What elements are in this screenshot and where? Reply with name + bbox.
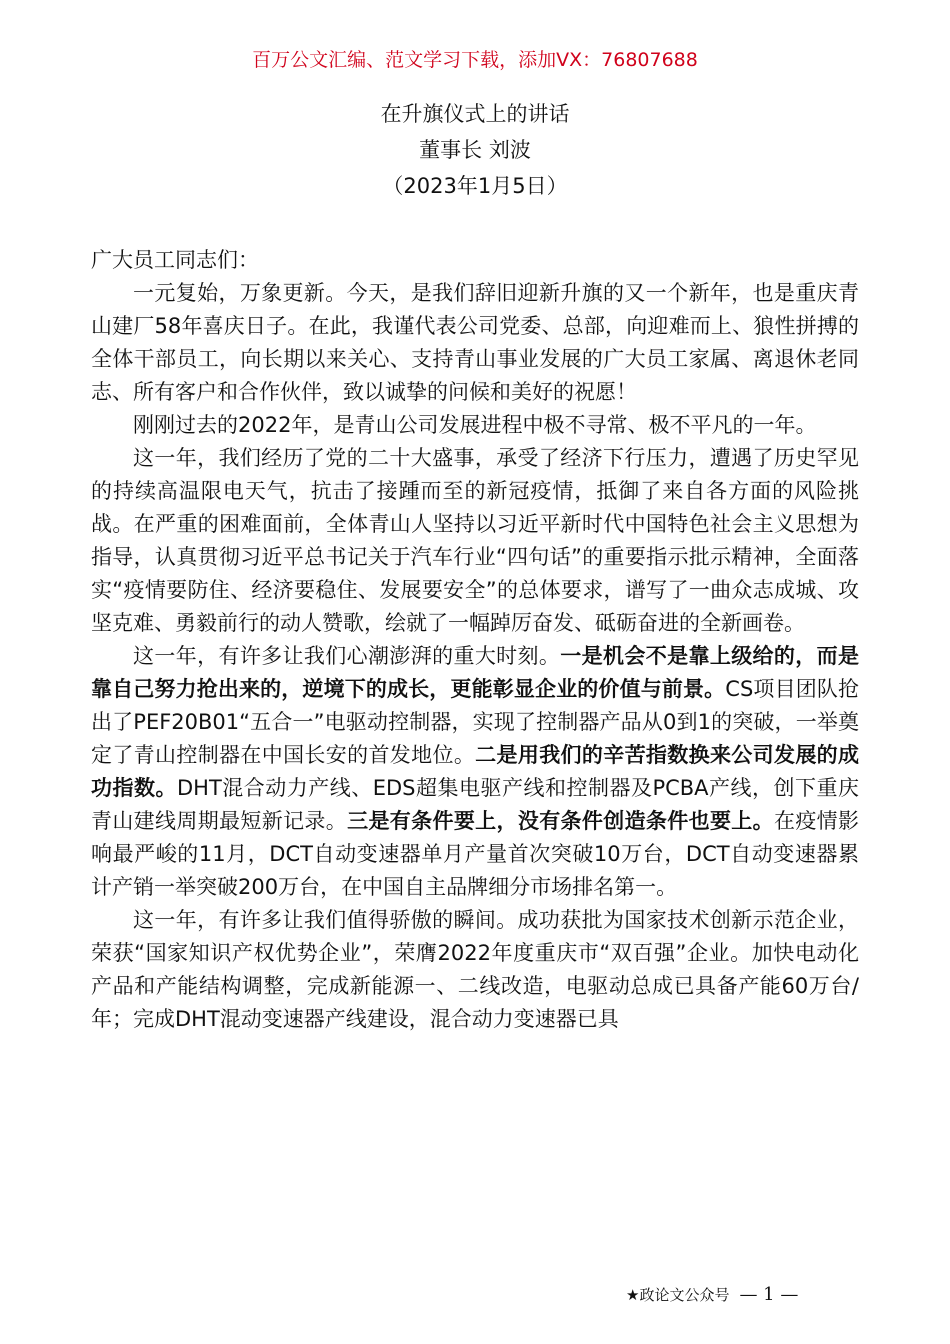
paragraph-4-bold-3: 三是有条件要上，没有条件创造条件也要上。 <box>347 809 774 833</box>
speaker-line: 董事长 刘波 <box>419 138 531 162</box>
paragraph-4 <box>91 640 859 904</box>
paragraph-4-bold-1: 一是机会不是靠上级给的，而是靠自己努力抢出来的，逆境下的成长，更能彰显企业的价值与前景。 <box>91 644 860 701</box>
paragraph-1: 一元复始，万象更新。今天，是我们辞旧迎新升旗的又一个新年，也是重庆青山建厂58年喜庆日子。在此，我谨代表公司党委、总部，向迎难而上、狼性拼搏的全体干部员工，向长期以来关心、支持青山事业发展的广大员工家属、离退休老同志、所有客户和合作伙伴，致以诚挚的问候和美好的祝愿！ <box>91 281 859 404</box>
paragraph-2: 刚刚过去的2022年，是青山公司发展进程中极不寻常、极不平凡的一年。 <box>133 413 817 437</box>
paragraph-4-text-4: 在疫情影响最严峻的11月，DCT自动变速器单月产量首次突破10万台，DCT自动变速器累计产销一举突破200万台，在中国自主品牌细分市场排名第一。 <box>91 809 860 899</box>
salutation: 广大员工同志们： <box>91 248 259 272</box>
paragraph-4-bold-2: 二是用我们的辛苦指数换来公司发展的成功指数。 <box>91 743 859 800</box>
speech-body <box>91 244 859 1036</box>
paragraph-5: 这一年，有许多让我们值得骄傲的瞬间。成功获批为国家技术创新示范企业，荣获“国家知识产权优势企业”，荣膺2022年度重庆市“双百强”企业。加快电动化产品和产能结构调整，完成新能源一、二线改造，电驱动总成已具备产能60万台/年；完成DHT混动变速器产线建设，混合动力变速器已具 <box>91 908 859 1031</box>
paragraph-3: 这一年，我们经历了党的二十大盛事，承受了经济下行压力，遭遇了历史罕见的持续高温限电天气，抗击了接踵而至的新冠疫情，抵御了来自各方面的风险挑战。在严重的困难面前，全体青山人坚持以习近平新时代中国特色社会主义思想为指导，认真贯彻习近平总书记关于汽车行业“四句话”的重要指示批示精神，全面落实“疫情要防住、经济要稳住、发展要安全”的总体要求，谱写了一曲众志成城、攻坚克难、勇毅前行的动人赞歌，绘就了一幅踔厉奋发、砥砺奋进的全新画卷。 <box>91 446 859 635</box>
document-title: 在升旗仪式上的讲话 <box>380 102 570 126</box>
paragraph-4-text-3: DHT混合动力产线、EDS超集电驱产线和控制器及PCBA产线，创下重庆青山建线周期最短新记录。 <box>91 776 860 833</box>
download-banner: 百万公文汇编、范文学习下载，添加VX：76807688 <box>252 49 698 71</box>
paragraph-4-text-1: 这一年，有许多让我们心潮澎湃的重大时刻。 <box>133 644 561 668</box>
paragraph-4-text-2: CS项目团队抢出了PEF20B01“五合一”电驱动控制器，实现了控制器产品从0到1的突破，一举奠定了青山控制器在中国长安的首发地位。 <box>91 677 860 767</box>
page-footer <box>626 1284 798 1306</box>
page-number: — 1 — <box>739 1284 799 1305</box>
footer-source: ★政论文公众号 <box>626 1286 730 1304</box>
speech-date: （2023年1月5日） <box>382 174 568 198</box>
